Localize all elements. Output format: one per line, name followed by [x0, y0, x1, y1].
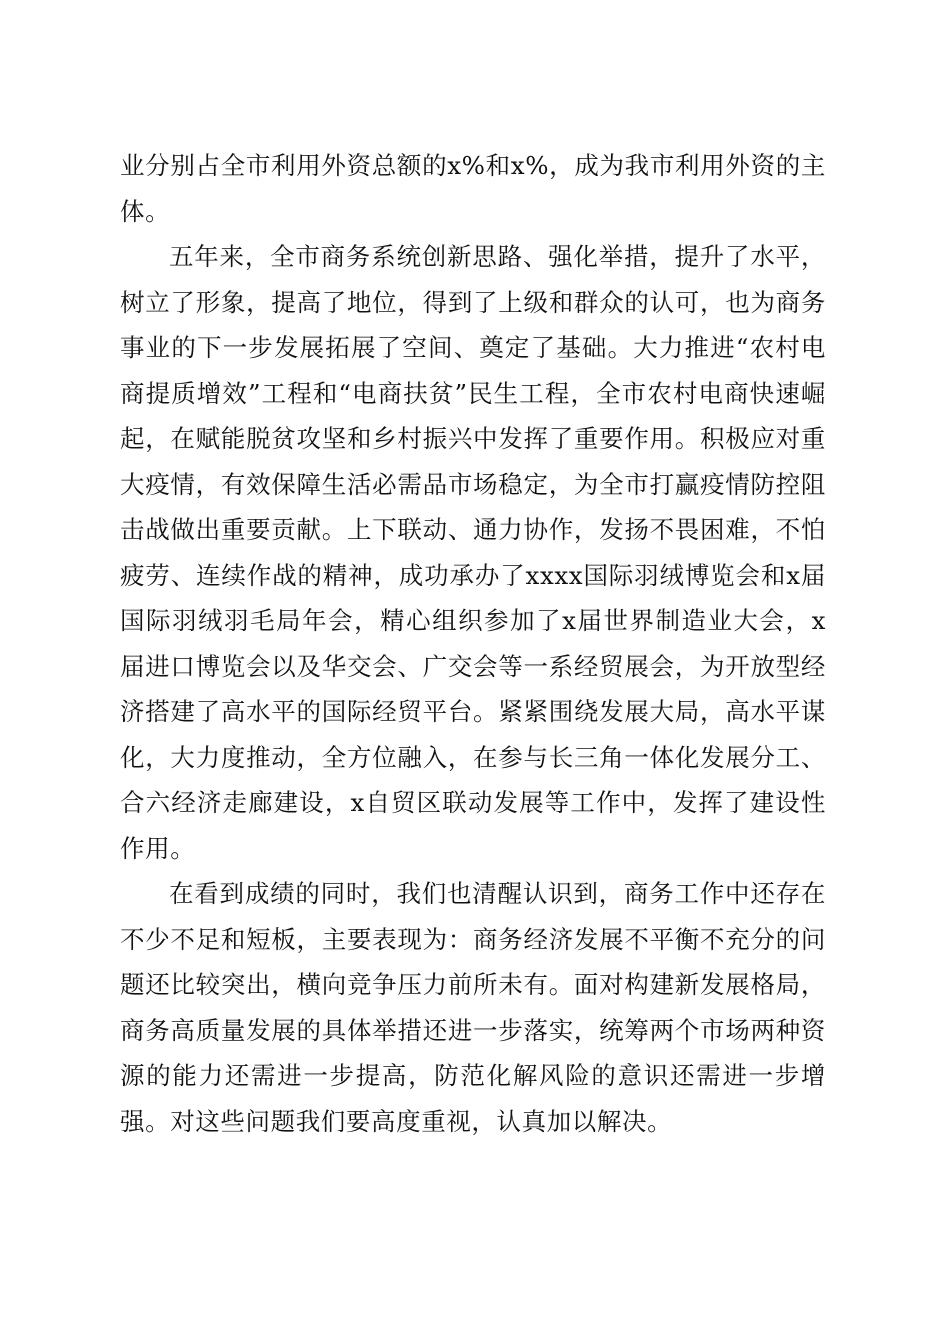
paragraph-shortcomings: 在看到成绩的同时，我们也清醒认识到，商务工作中还存在不少不足和短板，主要表现为：商务经济发展不平衡不充分的问题还比较突出，横向竞争压力前所未有。面对构建新发展格局，商务高质量发展的具体举措还进一步落实，统筹两个市场两种资源的能力还需进一步提高，防范化解风险的意识还需进一步增强。对这些问题我们要高度重视，认真加以解决。 — [120, 879, 826, 1136]
paragraph-achievements: 五年来，全市商务系统创新思路、强化举措，提升了水平，树立了形象，提高了地位，得到了上级和群众的认可，也为商务事业的下一步发展拓展了空间、奠定了基础。大力推进“农村电商提质增效”工程和“电商扶贫”民生工程，全市农村电商快速崛起，在赋能脱贫攻坚和乡村振兴中发挥了重要作用。积极应对重大疫情，有效保障生活必需品市场稳定，为全市打赢疫情防控阻击战做出重要贡献。上下联动、通力协作，发扬不畏困难，不怕疲劳、连续作战的精神，成功承办了xxxx国际羽绒博览会和x届国际羽绒羽毛局年会，精心组织参加了x届世界制造业大会，x届进口博览会以及华交会、广交会等一系经贸展会，为开放型经济搭建了高水平的国际经贸平台。紧紧围绕发展大局，高水平谋化，大力度推动，全方位融入，在参与长三角一体化发展分工、合六经济走廊建设，x自贸区联动发展等工作中，发挥了建设性作用。 — [120, 242, 826, 863]
paragraph-continuation: 业分别占全市利用外资总额的x%和x%，成为我市利用外资的主体。 — [120, 151, 826, 226]
body-text — [120, 143, 826, 1144]
